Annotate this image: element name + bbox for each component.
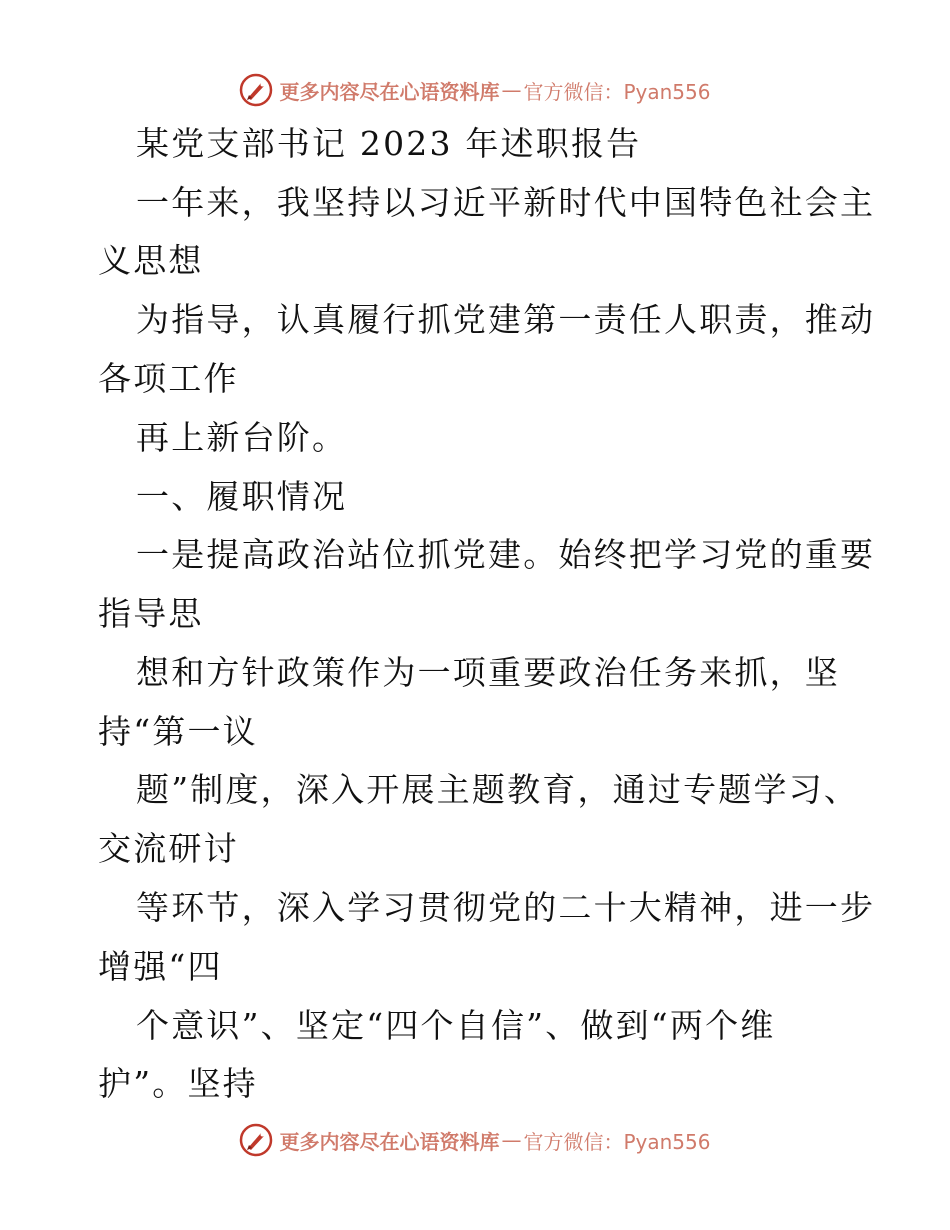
watermark-dash: — bbox=[501, 1128, 522, 1152]
text-line: 指导思 bbox=[98, 594, 204, 633]
text-line: 各项工作 bbox=[98, 359, 239, 398]
footer-watermark bbox=[0, 1120, 950, 1160]
watermark-dash: — bbox=[501, 78, 522, 102]
pen-logo-icon bbox=[239, 73, 273, 107]
text-line: 一是提高政治站位抓党建。始终把学习党的重要 bbox=[136, 535, 876, 574]
text-line: 护”。坚持 bbox=[98, 1064, 258, 1103]
text-line: 交流研讨 bbox=[98, 829, 239, 868]
text-line: 再上新台阶。 bbox=[136, 418, 348, 457]
report-title: 某党支部书记 2023 年述职报告 bbox=[136, 124, 642, 163]
watermark-main-text: 更多内容尽在心语资料库 bbox=[279, 1129, 500, 1154]
text-line: 增强“四 bbox=[98, 947, 223, 986]
watermark-sub-text: 官方微信：Pyan556 bbox=[523, 79, 711, 104]
pen-logo-icon bbox=[239, 1123, 273, 1157]
watermark-sub-text: 官方微信：Pyan556 bbox=[523, 1129, 711, 1154]
text-line: 持“第一议 bbox=[98, 712, 258, 751]
text-line: 义思想 bbox=[98, 241, 204, 280]
text-line: 等环节，深入学习贯彻党的二十大精神，进一步 bbox=[136, 888, 876, 927]
watermark-main-text: 更多内容尽在心语资料库 bbox=[279, 79, 500, 104]
text-line: 为指导，认真履行抓党建第一责任人职责，推动 bbox=[136, 300, 876, 339]
text-line: 一年来，我坚持以习近平新时代中国特色社会主 bbox=[136, 183, 876, 222]
text-line: 个意识”、坚定“四个自信”、做到“两个维 bbox=[136, 1006, 776, 1045]
section-heading: 一、履职情况 bbox=[136, 477, 348, 516]
text-line: 想和方针政策作为一项重要政治任务来抓，坚 bbox=[136, 653, 840, 692]
text-line: 题”制度，深入开展主题教育，通过专题学习、 bbox=[136, 770, 860, 809]
header-watermark bbox=[0, 70, 950, 110]
